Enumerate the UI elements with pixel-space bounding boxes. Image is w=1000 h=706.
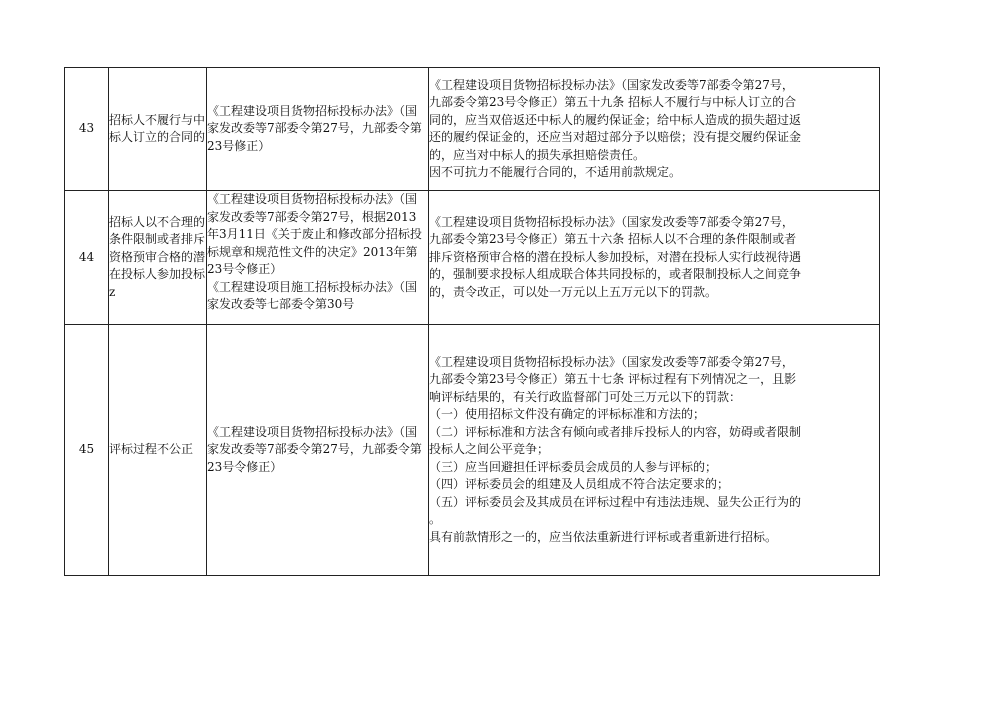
legal-basis: 《工程建设项目货物招标投标办法》（国家发改委等7部委令第27号，九部委令第23号修正） — [207, 68, 429, 191]
row-number: 44 — [65, 191, 109, 325]
legal-basis — [207, 191, 429, 325]
legal-basis: 《工程建设项目货物招标投标办法》（国家发改委等7部委令第27号，九部委令第23号令修正） — [207, 325, 429, 576]
clause-line: 《工程建设项目货物招标投标办法》（国家发改委等7部委令第27号， — [429, 354, 794, 369]
violation-item: 招标人不履行与中标人订立的合同的 — [109, 68, 207, 191]
row-number: 43 — [65, 68, 109, 191]
regulation-table — [64, 67, 880, 576]
clause-line: 响评标结果的，有关行政监督部门可处三万元以下的罚款： — [429, 389, 742, 404]
table-row — [65, 68, 880, 191]
clause-line: （三）应当回避担任评标委员会成员的人参与评标的； — [429, 459, 718, 474]
clause-line: （五）评标委员会及其成员在评标过程中有违法违规、显失公正行为的 — [429, 494, 802, 509]
violation-item: 招标人以不合理的条件限制或者排斥资格预审合格的潜在投标人参加投标z — [109, 191, 207, 325]
clause-line: 的，强制要求投标人组成联合体共同投标的，或者限制投标人之间竞争 — [429, 267, 802, 282]
clause-line: 《工程建设项目货物招标投标办法》（国家发改委等7部委令第27号， — [429, 214, 794, 229]
clause-line: 还的履约保证金的，还应当对超过部分予以赔偿；没有提交履约保证金 — [429, 130, 802, 144]
legal-basis-entry: 《工程建设项目施工招标投标办法》（国家发改委等七部委令第30号 — [207, 279, 418, 311]
clause-line: （四）评标委员会的组建及人员组成不符合法定要求的； — [429, 477, 730, 492]
clause-line: 。 — [429, 512, 442, 527]
clause-line: 的，应当对中标人的损失承担赔偿责任。 — [429, 147, 646, 162]
clause-line: （一）使用招标文件没有确定的评标标准和方法的； — [429, 407, 706, 422]
clause-line: 因不可抗力不能履行合同的，不适用前款规定。 — [429, 165, 682, 179]
clause-line: 具有前款情形之一的，应当依法重新进行评标或者重新进行招标。 — [429, 529, 778, 544]
legal-basis-entry: 《工程建设项目货物招标投标办法》（国家发改委等7部委令第27号，根据2013年3月11日《关于废止和修改部分招标投标规章和规范性文件的决定》2013年第23号令修正） — [207, 192, 422, 276]
clause-line: 《工程建设项目货物招标投标办法》（国家发改委等7部委令第27号， — [429, 77, 794, 92]
clause-line: 九部委令第23号令修正）第五十九条 招标人不履行与中标人订立的合 — [429, 95, 797, 109]
clause-line: （二）评标标准和方法含有倾向或者排斥投标人的内容，妨碍或者限制 — [429, 424, 802, 439]
clause-line: 九部委令第23号令修正）第五十六条 招标人以不合理的条件限制或者 — [429, 232, 797, 247]
penalty-clause — [429, 191, 880, 325]
violation-item: 评标过程不公正 — [109, 325, 207, 576]
legal-basis-clip — [207, 191, 428, 322]
row-number: 45 — [65, 325, 109, 576]
clause-line: 排斥资格预审合格的潜在投标人参加投标，对潜在投标人实行歧视待遇 — [429, 249, 802, 264]
clause-line: 九部委令第23号令修正）第五十七条 评标过程有下列情况之一，且影 — [429, 372, 797, 387]
clause-line: 同的，应当双倍返还中标人的履约保证金；给中标人造成的损失超过返 — [429, 112, 802, 127]
penalty-clause — [429, 68, 880, 191]
clause-line: 投标人之间公平竞争； — [429, 442, 550, 457]
penalty-clause — [429, 325, 880, 576]
clause-line: 的，责令改正，可以处一万元以上五万元以下的罚款。 — [429, 284, 718, 299]
table-row — [65, 325, 880, 576]
table-row — [65, 191, 880, 325]
